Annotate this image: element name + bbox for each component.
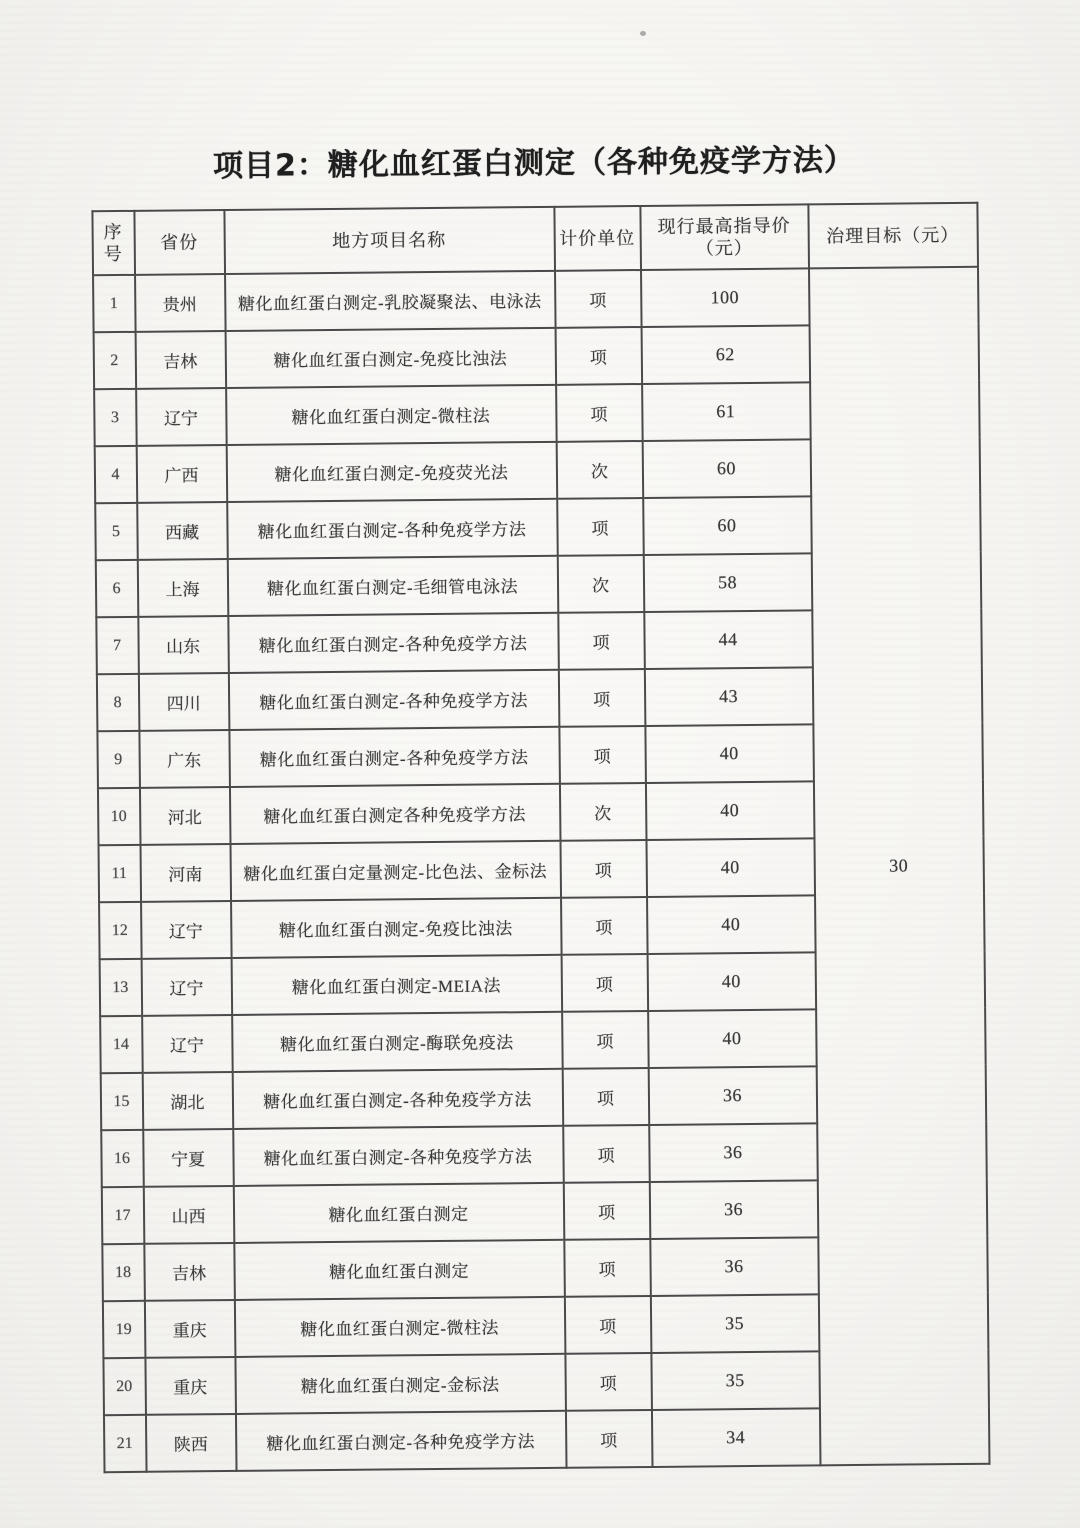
cell-unit: 项 xyxy=(561,897,648,955)
cell-price: 40 xyxy=(647,952,816,1011)
cell-price: 36 xyxy=(649,1123,818,1182)
cell-price: 36 xyxy=(648,1066,817,1125)
cell-price: 60 xyxy=(642,439,811,498)
cell-unit: 项 xyxy=(559,726,646,784)
cell-project-name: 糖化血红蛋白测定 xyxy=(233,1183,564,1243)
cell-row-number: 16 xyxy=(101,1130,144,1187)
cell-unit: 项 xyxy=(562,1011,649,1069)
cell-project-name: 糖化血红蛋白测定-各种免疫学方法 xyxy=(228,613,559,673)
cell-price: 40 xyxy=(646,838,815,897)
cell-price: 35 xyxy=(650,1294,819,1353)
cell-row-number: 5 xyxy=(95,503,138,560)
cell-unit: 次 xyxy=(557,555,644,613)
cell-project-name: 糖化血红蛋白测定-金标法 xyxy=(235,1354,566,1414)
cell-unit: 项 xyxy=(561,954,648,1012)
cell-row-number: 4 xyxy=(94,446,137,503)
cell-project-name: 糖化血红蛋白测定 xyxy=(234,1240,565,1300)
cell-row-number: 10 xyxy=(97,788,140,845)
cell-unit: 项 xyxy=(560,840,647,898)
cell-province: 辽宁 xyxy=(136,388,227,446)
cell-price: 58 xyxy=(643,553,812,612)
cell-province: 西藏 xyxy=(137,502,228,560)
cell-row-number: 3 xyxy=(94,389,137,446)
cell-row-number: 12 xyxy=(99,902,142,959)
cell-target-value: 30 xyxy=(809,267,989,1466)
cell-price: 40 xyxy=(648,1009,817,1068)
cell-province: 河北 xyxy=(139,787,230,845)
cell-row-number: 19 xyxy=(102,1301,145,1358)
cell-project-name: 糖化血红蛋白测定各种免疫学方法 xyxy=(229,784,560,844)
cell-province: 广东 xyxy=(139,730,230,788)
header-cell-province: 省份 xyxy=(134,210,225,275)
cell-unit: 项 xyxy=(558,669,645,727)
cell-project-name: 糖化血红蛋白测定-各种免疫学方法 xyxy=(227,499,558,559)
table-body xyxy=(93,267,989,1472)
cell-project-name: 糖化血红蛋白测定-各种免疫学方法 xyxy=(235,1411,566,1471)
cell-row-number: 8 xyxy=(96,674,139,731)
cell-unit: 项 xyxy=(556,384,643,442)
cell-price: 40 xyxy=(647,895,816,954)
cell-project-name: 糖化血红蛋白测定-各种免疫学方法 xyxy=(232,1069,563,1129)
cell-province: 河南 xyxy=(140,844,231,902)
cell-price: 40 xyxy=(645,724,814,783)
cell-price: 36 xyxy=(650,1237,819,1296)
cell-project-name: 糖化血红蛋白测定-微柱法 xyxy=(234,1297,565,1357)
cell-price: 43 xyxy=(644,667,813,726)
cell-province: 广西 xyxy=(136,445,227,503)
cell-row-number: 7 xyxy=(96,617,139,674)
cell-price: 62 xyxy=(641,325,810,384)
cell-unit: 项 xyxy=(562,1068,649,1126)
cell-province: 上海 xyxy=(137,559,228,617)
cell-row-number: 2 xyxy=(93,332,136,389)
cell-row-number: 17 xyxy=(101,1187,144,1244)
cell-province: 宁夏 xyxy=(143,1129,234,1187)
table-row xyxy=(93,267,979,332)
cell-project-name: 糖化血红蛋白测定-免疫比浊法 xyxy=(225,328,556,388)
cell-unit: 项 xyxy=(564,1239,651,1297)
cell-row-number: 18 xyxy=(102,1244,145,1301)
cell-province: 山东 xyxy=(138,616,229,674)
cell-unit: 项 xyxy=(564,1296,651,1354)
cell-project-name: 糖化血红蛋白测定-微柱法 xyxy=(226,385,557,445)
cell-province: 吉林 xyxy=(144,1243,235,1301)
cell-unit: 次 xyxy=(559,783,646,841)
cell-row-number: 6 xyxy=(95,560,138,617)
cell-unit: 项 xyxy=(555,270,642,328)
cell-project-name: 糖化血红蛋白测定-免疫荧光法 xyxy=(226,442,557,502)
header-cell-project-name: 地方项目名称 xyxy=(224,207,555,274)
cell-price: 36 xyxy=(649,1180,818,1239)
cell-row-number: 13 xyxy=(99,959,142,1016)
header-cell-target: 治理目标（元） xyxy=(808,203,978,269)
cell-price: 34 xyxy=(651,1408,820,1467)
cell-price: 100 xyxy=(641,268,810,327)
cell-price: 44 xyxy=(644,610,813,669)
cell-row-number: 11 xyxy=(98,845,141,902)
cell-project-name: 糖化血红蛋白定量测定-比色法、金标法 xyxy=(230,841,561,901)
cell-unit: 次 xyxy=(556,441,643,499)
cell-province: 贵州 xyxy=(135,274,226,332)
cell-province: 重庆 xyxy=(145,1357,236,1415)
cell-price: 60 xyxy=(643,496,812,555)
cell-project-name: 糖化血红蛋白测定-酶联免疫法 xyxy=(232,1012,563,1072)
cell-project-name: 糖化血红蛋白测定-各种免疫学方法 xyxy=(228,670,559,730)
price-table xyxy=(91,202,990,1473)
cell-province: 吉林 xyxy=(135,331,226,389)
cell-province: 辽宁 xyxy=(141,958,232,1016)
page-title: 项目2：糖化血红蛋白测定（各种免疫学方法） xyxy=(212,142,856,185)
cell-row-number: 20 xyxy=(103,1358,146,1415)
cell-row-number: 14 xyxy=(100,1016,143,1073)
cell-project-name: 糖化血红蛋白测定-乳胶凝聚法、电泳法 xyxy=(225,271,556,331)
cell-province: 陕西 xyxy=(145,1414,236,1472)
cell-project-name: 糖化血红蛋白测定-各种免疫学方法 xyxy=(229,727,560,787)
cell-province: 重庆 xyxy=(144,1300,235,1358)
cell-unit: 项 xyxy=(563,1182,650,1240)
cell-unit: 项 xyxy=(563,1125,650,1183)
cell-province: 辽宁 xyxy=(141,901,232,959)
cell-price: 61 xyxy=(642,382,811,441)
cell-unit: 项 xyxy=(565,1353,652,1411)
cell-price: 35 xyxy=(651,1351,820,1410)
header-cell-row-number: 序 号 xyxy=(92,211,135,275)
cell-province: 山西 xyxy=(143,1186,234,1244)
cell-project-name: 糖化血红蛋白测定-毛细管电泳法 xyxy=(227,556,558,616)
cell-row-number: 9 xyxy=(97,731,140,788)
cell-project-name: 糖化血红蛋白测定-MEIA法 xyxy=(231,955,562,1015)
cell-project-name: 糖化血红蛋白测定-免疫比浊法 xyxy=(231,898,562,958)
cell-unit: 项 xyxy=(558,612,645,670)
header-cell-max-price: 现行最高指导价 （元） xyxy=(640,204,809,270)
cell-province: 湖北 xyxy=(142,1072,233,1130)
cell-unit: 项 xyxy=(555,327,642,385)
cell-province: 四川 xyxy=(138,673,229,731)
cell-row-number: 21 xyxy=(103,1415,146,1472)
header-cell-unit: 计价单位 xyxy=(554,206,641,271)
cell-row-number: 1 xyxy=(93,275,136,332)
table-header-row xyxy=(92,203,978,275)
cell-price: 40 xyxy=(645,781,814,840)
cell-unit: 项 xyxy=(565,1410,652,1468)
cell-project-name: 糖化血红蛋白测定-各种免疫学方法 xyxy=(233,1126,564,1186)
cell-unit: 项 xyxy=(557,498,644,556)
cell-province: 辽宁 xyxy=(142,1015,233,1073)
cell-row-number: 15 xyxy=(100,1073,143,1130)
